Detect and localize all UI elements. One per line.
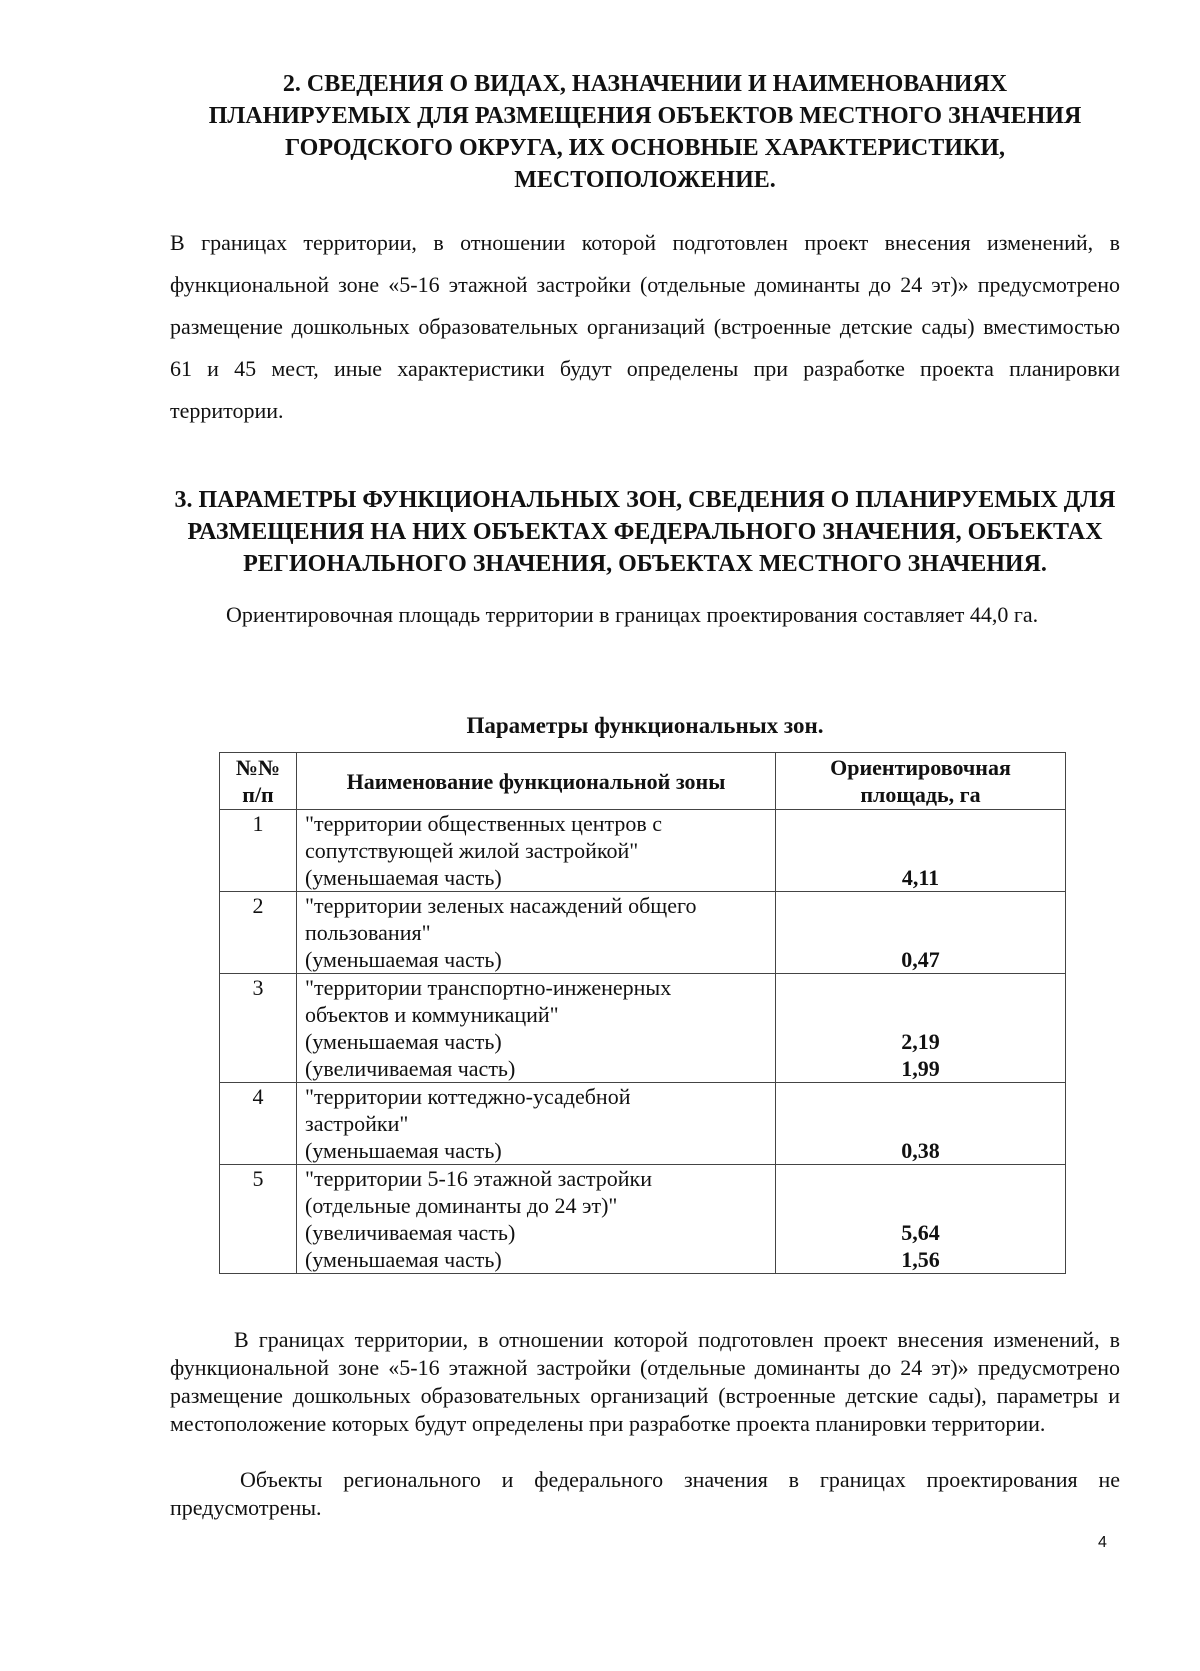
zone-area	[776, 974, 1066, 1083]
area-paragraph	[170, 594, 1120, 636]
zone-name-line: "территории общественных центров с	[305, 811, 663, 836]
table-row	[220, 974, 1066, 1083]
area-paragraph-text: Ориентировочная площадь территории в границах проектирования составляет 44,0 га.	[226, 602, 1039, 627]
zone-name-line: пользования"	[305, 920, 431, 945]
row-number: 3	[220, 974, 297, 1083]
zone-name	[297, 892, 776, 974]
zone-area	[776, 892, 1066, 974]
heading-line: 3. ПАРАМЕТРЫ ФУНКЦИОНАЛЬНЫХ ЗОН, СВЕДЕНИЯ О ПЛАНИРУЕМЫХ ДЛЯ	[174, 487, 1116, 513]
header-area	[776, 753, 1066, 810]
zone-name	[297, 810, 776, 892]
zone-part-label: (уменьшаемая часть)	[305, 1247, 502, 1272]
closing-paragraph-2-text: Объекты регионального и федерального значения в границах проектирования не предусмотрены.	[170, 1467, 1120, 1520]
section-3-heading	[170, 484, 1120, 580]
zone-part-label: (увеличиваемая часть)	[305, 1056, 516, 1081]
row-number: 5	[220, 1165, 297, 1274]
zone-name-line: застройки"	[305, 1111, 409, 1136]
zone-area	[776, 810, 1066, 892]
header-number-line2: п/п	[242, 782, 274, 807]
closing-paragraph-2	[170, 1466, 1120, 1522]
heading-line: ГОРОДСКОГО ОКРУГА, ИХ ОСНОВНЫЕ ХАРАКТЕРИСТИКИ,	[284, 135, 1005, 161]
row-number: 1	[220, 810, 297, 892]
closing-paragraph-1	[170, 1326, 1120, 1438]
table-row	[220, 810, 1066, 892]
zone-name-line: "территории зеленых насаждений общего	[305, 893, 697, 918]
zone-part-label: (уменьшаемая часть)	[305, 865, 502, 890]
zone-name-line: объектов и коммуникаций"	[305, 1002, 559, 1027]
zone-name	[297, 974, 776, 1083]
heading-line: МЕСТОПОЛОЖЕНИЕ.	[514, 167, 776, 193]
header-number	[220, 753, 297, 810]
zone-part-label: (увеличиваемая часть)	[305, 1220, 516, 1245]
zone-area-value: 4,11	[901, 865, 940, 890]
table-header-row	[220, 753, 1066, 810]
functional-zones-table	[219, 752, 1066, 1274]
heading-line: 2. СВЕДЕНИЯ О ВИДАХ, НАЗНАЧЕНИИ И НАИМЕНОВАНИЯХ	[282, 71, 1008, 97]
zone-area-value: 1,99	[901, 1056, 940, 1081]
zone-part-label: (уменьшаемая часть)	[305, 1138, 502, 1163]
heading-line: ПЛАНИРУЕМЫХ ДЛЯ РАЗМЕЩЕНИЯ ОБЪЕКТОВ МЕСТНОГО ЗНАЧЕНИЯ	[208, 103, 1082, 129]
zone-name-line: "территории коттеджно-усадебной	[305, 1084, 631, 1109]
row-number: 4	[220, 1083, 297, 1165]
zone-name-line: (отдельные доминанты до 24 эт)"	[305, 1193, 618, 1218]
section-2-heading	[170, 68, 1120, 196]
header-zone-name: Наименование функциональной зоны	[297, 753, 776, 810]
zone-name	[297, 1083, 776, 1165]
row-number: 2	[220, 892, 297, 974]
header-area-line1: Ориентировочная	[830, 755, 1011, 780]
zone-area-value: 0,47	[901, 947, 940, 972]
table-row	[220, 1165, 1066, 1274]
zone-area-value: 0,38	[901, 1138, 940, 1163]
zone-area	[776, 1165, 1066, 1274]
page-number: 4	[1098, 1534, 1107, 1551]
zone-name-line: "территории 5-16 этажной застройки	[305, 1166, 653, 1191]
zone-name-line: "территории транспортно-инженерных	[305, 975, 672, 1000]
header-number-line1: №№	[235, 755, 281, 780]
header-area-line2: площадь, га	[860, 782, 981, 807]
table-row	[220, 892, 1066, 974]
zone-part-label: (уменьшаемая часть)	[305, 1029, 502, 1054]
table-row	[220, 1083, 1066, 1165]
zone-name-line: сопутствующей жилой застройкой"	[305, 838, 639, 863]
zone-part-label: (уменьшаемая часть)	[305, 947, 502, 972]
closing-paragraph-1-text: В границах территории, в отношении которой подготовлен проект внесения изменений, в функциональной зоне «5-16 этажной застройки (отдельные доминанты до 24 эт)» предусмотрено размещение дошкольных образовательных организаций (встроенные детские сады), параметры и местоположение которых будут определены при разработке проекта планировки территории.	[170, 1327, 1120, 1436]
heading-line: РЕГИОНАЛЬНОГО ЗНАЧЕНИЯ, ОБЪЕКТАХ МЕСТНОГО ЗНАЧЕНИЯ.	[243, 551, 1047, 577]
table-title: Параметры функциональных зон.	[466, 713, 824, 738]
zone-name	[297, 1165, 776, 1274]
zone-area-value: 1,56	[901, 1247, 940, 1272]
zone-area-value: 2,19	[901, 1029, 940, 1054]
section-2-paragraph: В границах территории, в отношении которой подготовлен проект внесения изменений, в функциональной зоне «5-16 этажной застройки (отдельные доминанты до 24 эт)» предусмотрено размещение дошкольных образовательных организаций (встроенные детские сады) вместимостью 61 и 45 мест, иные характеристики будут определены при разработке проекта планировки территории.	[170, 230, 1120, 423]
zone-area-value: 5,64	[901, 1220, 940, 1245]
heading-line: РАЗМЕЩЕНИЯ НА НИХ ОБЪЕКТАХ ФЕДЕРАЛЬНОГО ЗНАЧЕНИЯ, ОБЪЕКТАХ	[187, 519, 1103, 545]
zone-area	[776, 1083, 1066, 1165]
